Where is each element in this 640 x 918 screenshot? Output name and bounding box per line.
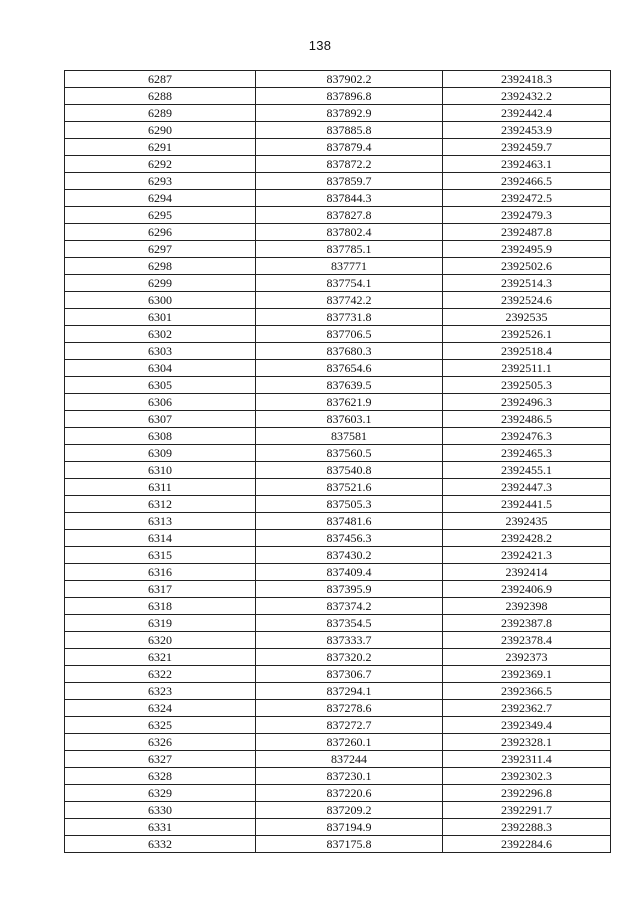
point-number-cell: 6329 [65,785,256,802]
point-number-cell: 6321 [65,649,256,666]
y-coordinate-cell: 2392472.5 [443,190,611,207]
x-coordinate-cell: 837272.7 [256,717,443,734]
point-number-cell: 6309 [65,445,256,462]
point-number-cell: 6290 [65,122,256,139]
point-number-cell: 6306 [65,394,256,411]
x-coordinate-cell: 837230.1 [256,768,443,785]
table-row [65,666,611,683]
table-row [65,88,611,105]
table-row [65,326,611,343]
y-coordinate-cell: 2392505.3 [443,377,611,394]
x-coordinate-cell: 837872.2 [256,156,443,173]
table-row [65,581,611,598]
x-coordinate-cell: 837802.4 [256,224,443,241]
point-number-cell: 6295 [65,207,256,224]
point-number-cell: 6294 [65,190,256,207]
x-coordinate-cell: 837306.7 [256,666,443,683]
point-number-cell: 6297 [65,241,256,258]
x-coordinate-cell: 837639.5 [256,377,443,394]
y-coordinate-cell: 2392524.6 [443,292,611,309]
x-coordinate-cell: 837505.3 [256,496,443,513]
point-number-cell: 6292 [65,156,256,173]
table-row [65,496,611,513]
y-coordinate-cell: 2392369.1 [443,666,611,683]
point-number-cell: 6319 [65,615,256,632]
point-number-cell: 6296 [65,224,256,241]
x-coordinate-cell: 837879.4 [256,139,443,156]
x-coordinate-cell: 837409.4 [256,564,443,581]
table-row [65,360,611,377]
y-coordinate-cell: 2392428.2 [443,530,611,547]
table-row [65,377,611,394]
point-number-cell: 6327 [65,751,256,768]
table-row [65,734,611,751]
table-row [65,445,611,462]
table-row [65,598,611,615]
table-row [65,241,611,258]
coordinate-table-body [65,71,611,853]
table-row [65,513,611,530]
x-coordinate-cell: 837742.2 [256,292,443,309]
table-row [65,768,611,785]
table-row [65,156,611,173]
x-coordinate-cell: 837175.8 [256,836,443,853]
x-coordinate-cell: 837896.8 [256,88,443,105]
x-coordinate-cell: 837320.2 [256,649,443,666]
point-number-cell: 6320 [65,632,256,649]
table-row [65,632,611,649]
x-coordinate-cell: 837885.8 [256,122,443,139]
table-row [65,292,611,309]
y-coordinate-cell: 2392526.1 [443,326,611,343]
x-coordinate-cell: 837294.1 [256,683,443,700]
table-row [65,309,611,326]
point-number-cell: 6305 [65,377,256,394]
x-coordinate-cell: 837621.9 [256,394,443,411]
y-coordinate-cell: 2392406.9 [443,581,611,598]
y-coordinate-cell: 2392496.3 [443,394,611,411]
y-coordinate-cell: 2392447.3 [443,479,611,496]
y-coordinate-cell: 2392284.6 [443,836,611,853]
page-number: 138 [308,38,332,53]
point-number-cell: 6300 [65,292,256,309]
y-coordinate-cell: 2392466.5 [443,173,611,190]
table-row [65,122,611,139]
table-row [65,190,611,207]
table-row [65,224,611,241]
table-row [65,700,611,717]
point-number-cell: 6324 [65,700,256,717]
x-coordinate-cell: 837892.9 [256,105,443,122]
point-number-cell: 6322 [65,666,256,683]
point-number-cell: 6315 [65,547,256,564]
y-coordinate-cell: 2392387.8 [443,615,611,632]
y-coordinate-cell: 2392442.4 [443,105,611,122]
y-coordinate-cell: 2392432.2 [443,88,611,105]
point-number-cell: 6298 [65,258,256,275]
x-coordinate-cell: 837278.6 [256,700,443,717]
y-coordinate-cell: 2392362.7 [443,700,611,717]
point-number-cell: 6308 [65,428,256,445]
point-number-cell: 6311 [65,479,256,496]
x-coordinate-cell: 837902.2 [256,71,443,88]
point-number-cell: 6330 [65,802,256,819]
y-coordinate-cell: 2392487.8 [443,224,611,241]
point-number-cell: 6332 [65,836,256,853]
y-coordinate-cell: 2392518.4 [443,343,611,360]
x-coordinate-cell: 837395.9 [256,581,443,598]
coordinate-table [64,70,611,853]
y-coordinate-cell: 2392502.6 [443,258,611,275]
x-coordinate-cell: 837859.7 [256,173,443,190]
y-coordinate-cell: 2392479.3 [443,207,611,224]
point-number-cell: 6304 [65,360,256,377]
table-row [65,71,611,88]
point-number-cell: 6328 [65,768,256,785]
point-number-cell: 6299 [65,275,256,292]
x-coordinate-cell: 837603.1 [256,411,443,428]
x-coordinate-cell: 837244 [256,751,443,768]
point-number-cell: 6313 [65,513,256,530]
x-coordinate-cell: 837581 [256,428,443,445]
point-number-cell: 6312 [65,496,256,513]
y-coordinate-cell: 2392476.3 [443,428,611,445]
x-coordinate-cell: 837430.2 [256,547,443,564]
x-coordinate-cell: 837220.6 [256,785,443,802]
point-number-cell: 6289 [65,105,256,122]
x-coordinate-cell: 837354.5 [256,615,443,632]
point-number-cell: 6291 [65,139,256,156]
point-number-cell: 6326 [65,734,256,751]
x-coordinate-cell: 837194.9 [256,819,443,836]
point-number-cell: 6307 [65,411,256,428]
point-number-cell: 6287 [65,71,256,88]
table-row [65,547,611,564]
table-row [65,343,611,360]
y-coordinate-cell: 2392535 [443,309,611,326]
table-row [65,139,611,156]
x-coordinate-cell: 837560.5 [256,445,443,462]
y-coordinate-cell: 2392311.4 [443,751,611,768]
x-coordinate-cell: 837731.8 [256,309,443,326]
table-row [65,275,611,292]
y-coordinate-cell: 2392453.9 [443,122,611,139]
x-coordinate-cell: 837521.6 [256,479,443,496]
table-row [65,717,611,734]
y-coordinate-cell: 2392421.3 [443,547,611,564]
y-coordinate-cell: 2392398 [443,598,611,615]
point-number-cell: 6317 [65,581,256,598]
table-row [65,394,611,411]
table-row [65,530,611,547]
table-row [65,173,611,190]
table-row [65,836,611,853]
x-coordinate-cell: 837333.7 [256,632,443,649]
x-coordinate-cell: 837456.3 [256,530,443,547]
y-coordinate-cell: 2392514.3 [443,275,611,292]
table-row [65,819,611,836]
point-number-cell: 6301 [65,309,256,326]
x-coordinate-cell: 837827.8 [256,207,443,224]
y-coordinate-cell: 2392418.3 [443,71,611,88]
y-coordinate-cell: 2392441.5 [443,496,611,513]
y-coordinate-cell: 2392459.7 [443,139,611,156]
y-coordinate-cell: 2392465.3 [443,445,611,462]
table-row [65,751,611,768]
point-number-cell: 6310 [65,462,256,479]
y-coordinate-cell: 2392378.4 [443,632,611,649]
y-coordinate-cell: 2392291.7 [443,802,611,819]
y-coordinate-cell: 2392414 [443,564,611,581]
point-number-cell: 6325 [65,717,256,734]
x-coordinate-cell: 837771 [256,258,443,275]
table-row [65,411,611,428]
x-coordinate-cell: 837209.2 [256,802,443,819]
table-row [65,615,611,632]
x-coordinate-cell: 837260.1 [256,734,443,751]
point-number-cell: 6303 [65,343,256,360]
x-coordinate-cell: 837481.6 [256,513,443,530]
table-row [65,428,611,445]
x-coordinate-cell: 837754.1 [256,275,443,292]
x-coordinate-cell: 837680.3 [256,343,443,360]
y-coordinate-cell: 2392366.5 [443,683,611,700]
y-coordinate-cell: 2392302.3 [443,768,611,785]
y-coordinate-cell: 2392296.8 [443,785,611,802]
y-coordinate-cell: 2392328.1 [443,734,611,751]
point-number-cell: 6314 [65,530,256,547]
table-row [65,649,611,666]
table-row [65,479,611,496]
point-number-cell: 6302 [65,326,256,343]
x-coordinate-cell: 837540.8 [256,462,443,479]
y-coordinate-cell: 2392511.1 [443,360,611,377]
y-coordinate-cell: 2392349.4 [443,717,611,734]
table-row [65,683,611,700]
x-coordinate-cell: 837706.5 [256,326,443,343]
table-row [65,462,611,479]
point-number-cell: 6316 [65,564,256,581]
point-number-cell: 6331 [65,819,256,836]
point-number-cell: 6318 [65,598,256,615]
y-coordinate-cell: 2392435 [443,513,611,530]
table-row [65,105,611,122]
y-coordinate-cell: 2392455.1 [443,462,611,479]
y-coordinate-cell: 2392463.1 [443,156,611,173]
point-number-cell: 6323 [65,683,256,700]
point-number-cell: 6288 [65,88,256,105]
y-coordinate-cell: 2392495.9 [443,241,611,258]
x-coordinate-cell: 837844.3 [256,190,443,207]
y-coordinate-cell: 2392288.3 [443,819,611,836]
table-row [65,258,611,275]
x-coordinate-cell: 837785.1 [256,241,443,258]
table-row [65,802,611,819]
point-number-cell: 6293 [65,173,256,190]
table-row [65,564,611,581]
x-coordinate-cell: 837654.6 [256,360,443,377]
y-coordinate-cell: 2392486.5 [443,411,611,428]
table-row [65,785,611,802]
table-row [65,207,611,224]
y-coordinate-cell: 2392373 [443,649,611,666]
x-coordinate-cell: 837374.2 [256,598,443,615]
